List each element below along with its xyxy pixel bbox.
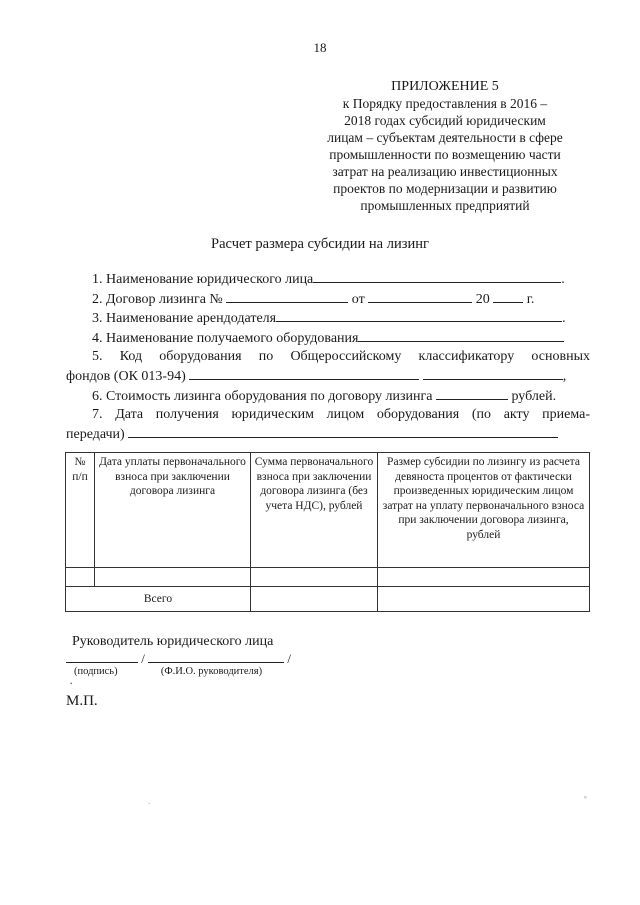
table-header-row [66, 453, 590, 568]
cell-number[interactable] [66, 568, 95, 587]
field-lease-cost [66, 387, 590, 407]
table-total-row [66, 587, 590, 612]
table-row [66, 568, 590, 587]
field-label: от [351, 291, 365, 307]
header-payment-date: Дата уплаты первоначального взноса при заключении договора лизинга [95, 453, 251, 568]
appendix-line: промышленных предприятий [360, 198, 530, 213]
cell-initial-payment[interactable] [251, 568, 378, 587]
field-label: 4. Наименование получаемого оборудования [92, 330, 359, 346]
signature-blank[interactable] [66, 650, 138, 663]
field-receipt-date-cont [66, 425, 590, 445]
field-label: передачи) [66, 426, 125, 442]
field-label: 3. Наименование арендодателя [92, 311, 277, 327]
field-label: 2. Договор лизинга № [92, 291, 223, 307]
separator-slash: / [287, 651, 291, 666]
hint-manager-name: (Ф.И.О. руководителя) [160, 666, 263, 677]
field-unit: рублей. [511, 388, 557, 404]
field-label: фондов (ОК 013-94) [66, 368, 186, 384]
cell-subsidy-amount[interactable] [378, 568, 590, 587]
scan-speck: • [70, 680, 73, 688]
field-label: 20 [475, 291, 490, 307]
entity-name-blank[interactable] [313, 270, 561, 283]
separator-slash: / [141, 651, 145, 666]
total-subsidy-amount[interactable] [378, 587, 590, 612]
appendix-title: ПРИЛОЖЕНИЕ 5 [391, 79, 499, 94]
field-equipment-code-cont: фондов (ОК 013-94) , [66, 368, 567, 384]
field-label: г. [526, 291, 535, 307]
field-label: 6. Стоимость лизинга оборудования по договору лизинга [92, 388, 433, 404]
appendix-line: 2018 годах субсидий юридическим [344, 113, 546, 128]
total-label: Всего [66, 587, 251, 612]
field-label: 1. Наименование юридического лица [92, 272, 314, 287]
appendix-line: проектов по модернизации и развитию [333, 181, 557, 196]
receipt-date-blank[interactable] [128, 425, 558, 438]
field-legal-entity: 1. Наименование юридического лица . [92, 272, 565, 287]
field-equipment-code: 5. Код оборудования по Общероссийскому классификатору основных [92, 349, 590, 365]
page-number: 18 [313, 40, 327, 55]
form-fields [66, 270, 590, 444]
signature-hints [74, 666, 262, 677]
equipment-name-blank[interactable] [358, 329, 564, 342]
appendix-line: к Порядку предоставления в 2016 – [342, 96, 548, 111]
scan-speck: · [148, 800, 151, 808]
appendix-line: промышленности по возмещению части [329, 147, 561, 162]
appendix-line: лицам – субъектам деятельности в сфере [327, 130, 563, 145]
header-number: № п/п [66, 453, 95, 568]
header-initial-payment: Сумма первоначального взноса при заключении договора лизинга (без учета НДС), рублей [251, 453, 378, 568]
lease-cost-blank[interactable] [436, 387, 508, 400]
stamp-place: М.П. [66, 693, 98, 709]
signature-title: Руководитель юридического лица [72, 634, 274, 649]
document-title: Расчет размера субсидии на лизинг [211, 236, 429, 252]
cell-payment-date[interactable] [95, 568, 251, 587]
field-receipt-date: 7. Дата получения юридическим лицом оборудования (по акту приема- [92, 407, 590, 423]
signature-lines [66, 650, 291, 667]
header-subsidy-amount: Размер субсидии по лизингу из расчета девяноста процентов от фактически произведенных юридическим лицом затрат на уплату первоначального взноса при заключении договора лизинга, рублей [378, 453, 590, 568]
hint-signature: (подпись) [74, 666, 118, 677]
subsidy-table [65, 452, 590, 612]
contract-number-blank[interactable] [226, 290, 348, 303]
equipment-code-blank-2[interactable] [423, 367, 563, 380]
field-lease-contract [66, 290, 590, 310]
lessor-name-blank[interactable] [276, 309, 562, 322]
manager-name-blank[interactable] [148, 650, 284, 663]
scan-speck: ° [584, 795, 587, 803]
appendix-header [300, 78, 590, 214]
field-lessor: 3. Наименование арендодателя . [92, 311, 566, 327]
equipment-code-blank[interactable] [189, 367, 419, 380]
field-equipment [66, 329, 590, 349]
contract-year-blank[interactable] [493, 290, 523, 303]
contract-date-blank[interactable] [368, 290, 472, 303]
total-initial-payment[interactable] [251, 587, 378, 612]
appendix-line: затрат на реализацию инвестиционных [332, 164, 558, 179]
